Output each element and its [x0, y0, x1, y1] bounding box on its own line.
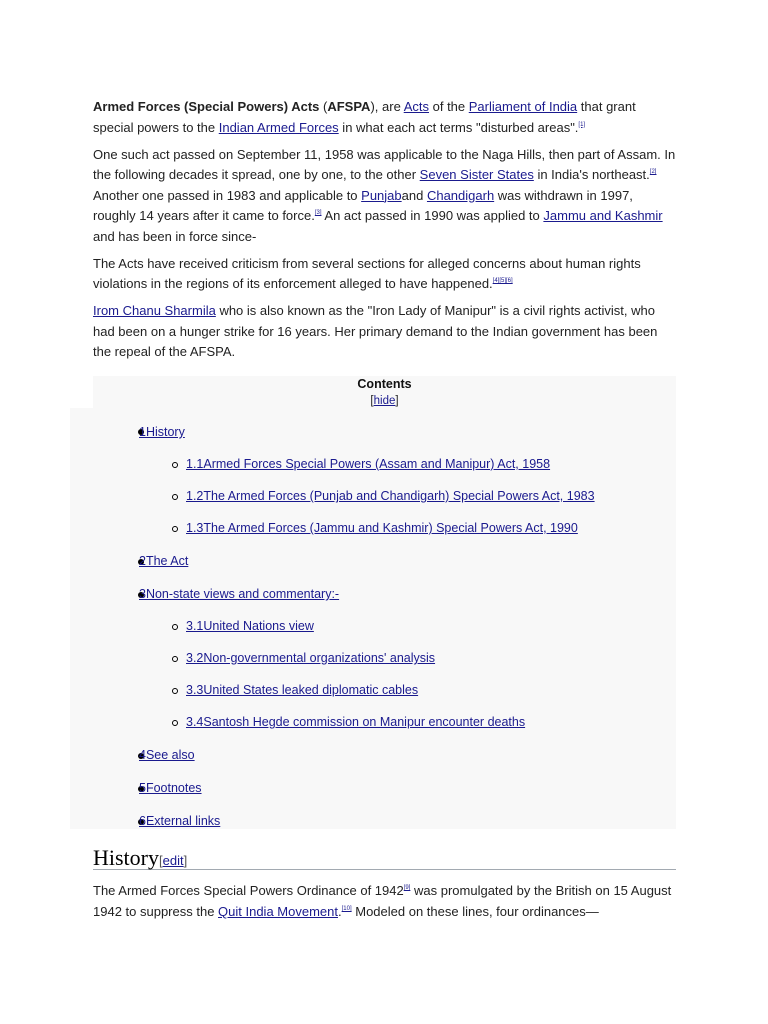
history-paragraph: The Armed Forces Special Powers Ordinance of 1942[9] was promulgated by the British on 15 August 1942 to suppress the Quit India Movement.[10] Modeled on these lines, four ordinances—: [93, 883, 672, 919]
toc-subbullet-icon: [172, 462, 178, 468]
toc-item-ngo-analysis[interactable]: 3.2Non-governmental organizations' analysis: [186, 651, 436, 665]
toc-item-footnotes[interactable]: 5Footnotes: [139, 781, 202, 795]
toc-toggle: [hide]: [370, 395, 399, 407]
section-heading-history: History[edit]: [93, 845, 676, 870]
toc-subbullet-icon: [172, 688, 178, 694]
toc-subbullet-icon: [172, 656, 178, 662]
link-indian-armed-forces[interactable]: Indian Armed Forces: [218, 119, 339, 135]
toc-item-the-act[interactable]: 2The Act: [139, 554, 189, 568]
link-jammu-and-kashmir[interactable]: Jammu and Kashmir: [543, 208, 663, 223]
link-irom-chanu-sharmila[interactable]: Irom Chanu Sharmila: [93, 303, 216, 318]
toc-item-united-nations-view[interactable]: 3.1United Nations view: [186, 619, 314, 633]
link-chandigarh[interactable]: Chandigarh: [426, 187, 495, 203]
link-seven-sister-states[interactable]: Seven Sister States: [419, 167, 534, 182]
reference-link[interactable]: [9]: [403, 885, 411, 891]
toc-item-santosh-hegde-commission[interactable]: 3.4Santosh Hegde commission on Manipur encounter deaths: [186, 715, 526, 729]
reference-link[interactable]: [3]: [314, 210, 322, 216]
intro-paragraph-1: Armed Forces (Special Powers) Acts (AFSPA), are Acts of the Parliament of India that grant special powers to the Indian Armed Forces in what each act terms "disturbed areas".[1]: [93, 99, 636, 135]
toc-subbullet-icon: [172, 720, 178, 726]
toc-item-jammu-kashmir-act[interactable]: 1.3The Armed Forces (Jammu and Kashmir) Special Powers Act, 1990: [186, 521, 578, 535]
toc-subbullet-icon: [172, 494, 178, 500]
toc-subbullet-icon: [172, 624, 178, 630]
toc-item-see-also[interactable]: 4See also: [139, 748, 195, 762]
intro-paragraph-2: One such act passed on September 11, 1958 was applicable to the Naga Hills, then part of Assam. In the following decades it spread, one by one, to the other Seven Sister States in India's northeast.[2] Another one passed in 1983 and applicable to Punjaband Chandigarh was withdrawn in 1997, roughly 14 years after it came to force.[3] An act passed in 1990 was applied to Jammu and Kashmir and has been in force since-: [93, 146, 676, 244]
toc-item-us-diplomatic-cables[interactable]: 3.3United States leaked diplomatic cables: [186, 683, 419, 697]
toc-item-non-state-views[interactable]: 3Non-state views and commentary:-: [139, 587, 340, 601]
link-acts[interactable]: Acts: [403, 99, 429, 114]
link-punjab[interactable]: Punjab: [361, 187, 402, 203]
toc-title: Contents: [357, 377, 412, 391]
intro-paragraph-3: The Acts have received criticism from several sections for alleged concerns about human rights violations in the regions of its enforcement alleged to have happened.[4][5][6]: [93, 255, 641, 291]
toc-item-punjab-chandigarh-act[interactable]: 1.2The Armed Forces (Punjab and Chandigarh) Special Powers Act, 1983: [186, 489, 595, 503]
link-parliament-of-india[interactable]: Parliament of India: [468, 99, 578, 114]
toc-background: [70, 408, 676, 829]
reference-link[interactable]: [4][5][6]: [492, 278, 513, 284]
intro-paragraph-4: Irom Chanu Sharmila who is also known as the "Iron Lady of Manipur" is a civil rights activist, who had been on a hunger strike for 16 years. Her primary demand to the Indian government has been the repeal of the AFSPA.: [93, 303, 658, 359]
section-edit: [edit]: [159, 853, 188, 868]
toc-subbullet-icon: [172, 526, 178, 532]
toc-item-history[interactable]: 1History: [139, 425, 185, 439]
table-of-contents: [70, 376, 676, 829]
article-intro: [93, 97, 676, 369]
link-quit-india-movement[interactable]: Quit India Movement: [218, 904, 338, 919]
toc-hide-link[interactable]: hide: [373, 395, 396, 407]
reference-link[interactable]: [2]: [649, 169, 657, 175]
toc-item-external-links[interactable]: 6External links: [139, 814, 221, 828]
article-subject: Armed Forces (Special Powers) Acts (AFSPA: [93, 99, 371, 114]
reference-link[interactable]: [10]: [341, 906, 352, 912]
toc-item-assam-manipur-act[interactable]: 1.1Armed Forces Special Powers (Assam and Manipur) Act, 1958: [186, 457, 551, 471]
edit-history-link[interactable]: edit: [162, 853, 184, 868]
reference-link[interactable]: [1]: [578, 121, 586, 128]
